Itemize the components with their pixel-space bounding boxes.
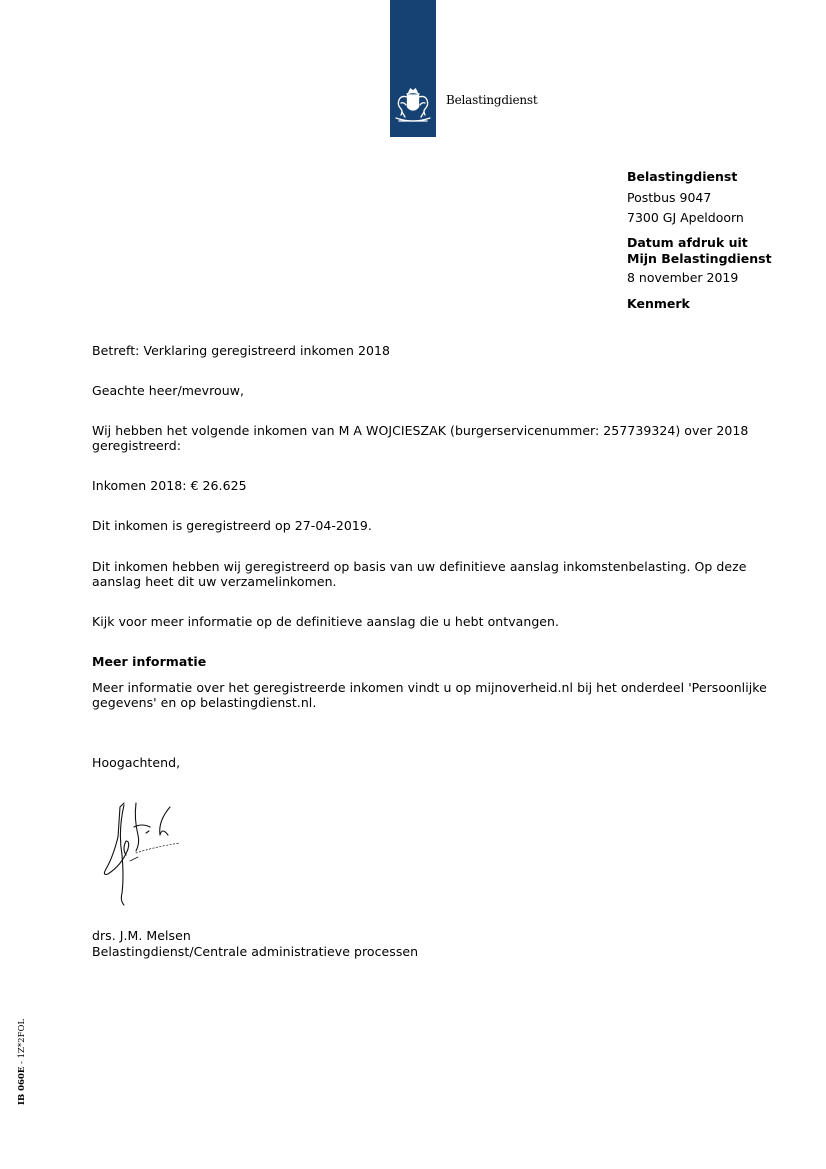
- form-code-suffix: - 1Z*2FOL: [17, 1018, 27, 1067]
- basis-line-1: Dit inkomen hebben wij geregistreerd op basis van uw definitieve aanslag inkomstenbelasting. Op deze: [92, 559, 747, 574]
- section-line-2: gegevens' en op belastingdienst.nl.: [92, 695, 317, 710]
- income-amount: Inkomen 2018: € 26.625: [92, 478, 247, 493]
- signatory-department: Belastingdienst/Centrale administratieve processen: [92, 944, 419, 959]
- print-date-label-line2: Mijn Belastingdienst: [627, 250, 772, 266]
- sender-block: [627, 169, 817, 311]
- signatory-name: drs. J.M. Melsen: [92, 928, 191, 943]
- salutation: Geachte heer/mevrouw,: [92, 383, 244, 398]
- sender-name: Belastingdienst: [627, 169, 738, 184]
- brand-name: Belastingdienst: [446, 93, 538, 107]
- print-date-label: [627, 235, 817, 266]
- section-heading: Meer informatie: [92, 654, 207, 669]
- intro-line-1: Wij hebben het volgende inkomen van M A WOJCIESZAK (burgerservicenummer: 257739324) over 2018: [92, 423, 749, 438]
- print-date-label-line1: Datum afdruk uit: [627, 234, 748, 250]
- sender-address-line2: 7300 GJ Apeldoorn: [627, 210, 744, 226]
- print-date-value: 8 november 2019: [627, 270, 739, 286]
- subject-line: Betreft: Verklaring geregistreerd inkomen 2018: [92, 343, 390, 358]
- registration-date: Dit inkomen is geregistreerd op 27-04-2019.: [92, 518, 372, 533]
- signature-icon: [96, 797, 188, 909]
- section-line-1: Meer informatie over het geregistreerde inkomen vindt u op mijnoverheid.nl bij het onderdeel 'Persoonlijke: [92, 680, 767, 695]
- intro-line-2: geregistreerd:: [92, 438, 182, 453]
- form-code: [17, 1019, 27, 1105]
- form-code-main: IB 060E: [17, 1066, 27, 1105]
- more-info-hint: Kijk voor meer informatie op de definitieve aanslag die u hebt ontvangen.: [92, 614, 560, 629]
- reference-label: Kenmerk: [627, 295, 690, 311]
- rijksoverheid-crest-icon: [391, 87, 435, 129]
- closing: Hoogachtend,: [92, 755, 181, 770]
- basis-line-2: aanslag heet dit uw verzamelinkomen.: [92, 574, 337, 589]
- sender-address-line1: Postbus 9047: [627, 189, 712, 205]
